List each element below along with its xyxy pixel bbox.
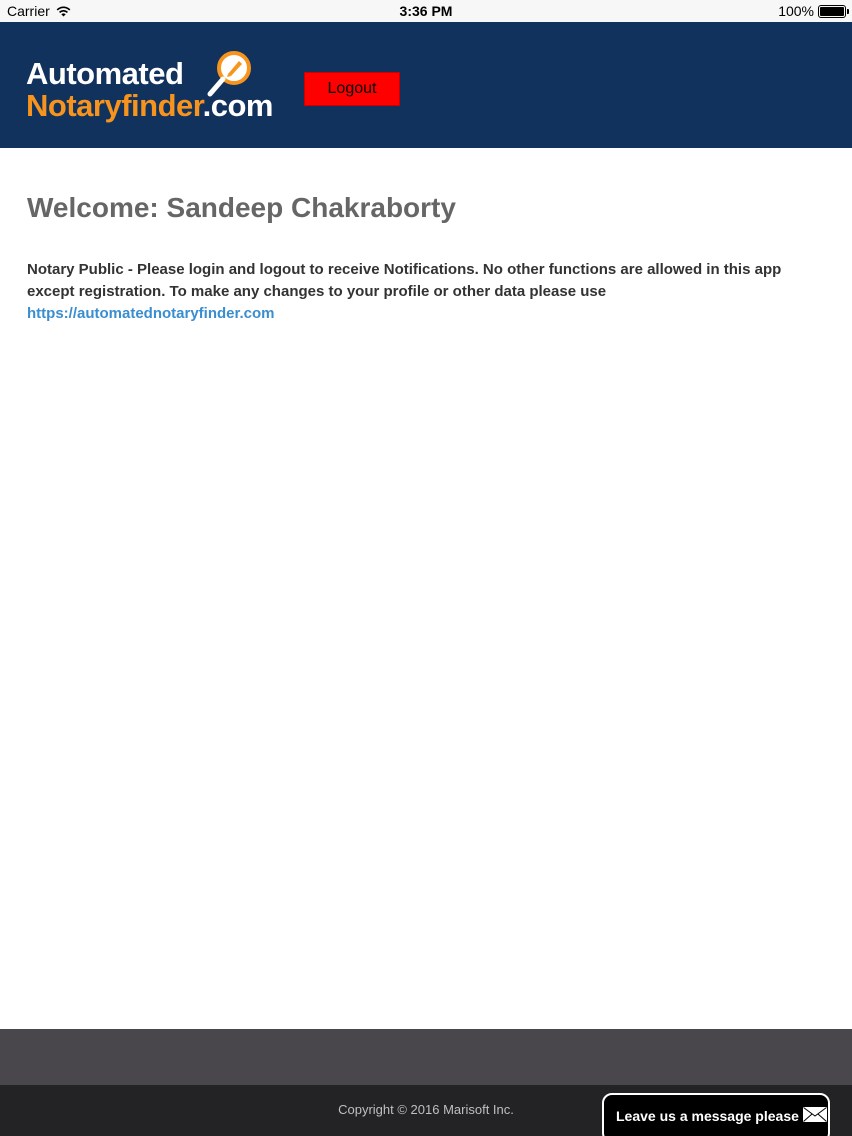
welcome-heading: Welcome: Sandeep Chakraborty — [27, 192, 456, 223]
app-header — [0, 22, 852, 148]
status-right — [778, 3, 846, 19]
notary-notice — [27, 259, 827, 325]
copyright-text: Copyright © 2016 Marisoft Inc. — [338, 1102, 514, 1117]
automated-notaryfinder-logo — [26, 50, 276, 124]
status-time: 3:36 PM — [399, 3, 453, 19]
footer-upper-band — [0, 1029, 852, 1085]
notice-text: Notary Public - Please login and logout to receive Notifications. No other functions are allowed in this app except registration. To make any changes to your profile or other data please use — [27, 261, 782, 300]
logo-text-tld: .com — [202, 88, 273, 123]
leave-message-label: Leave us a message please — [616, 1108, 799, 1124]
ios-status-bar — [0, 0, 852, 22]
logo-text-notaryfinder — [26, 88, 273, 124]
battery-fill — [820, 7, 844, 16]
battery-percent: 100% — [778, 3, 814, 19]
logout-button[interactable]: Logout — [304, 72, 400, 106]
envelope-icon — [803, 1107, 827, 1122]
logo-text-brand: Notaryfinder — [26, 88, 203, 123]
battery-icon — [818, 5, 846, 18]
carrier-label: Carrier — [7, 3, 50, 19]
website-link[interactable]: https://automatednotaryfinder.com — [27, 305, 275, 322]
leave-message-button[interactable] — [602, 1093, 830, 1136]
logo-text-automated: Automated — [26, 56, 184, 91]
